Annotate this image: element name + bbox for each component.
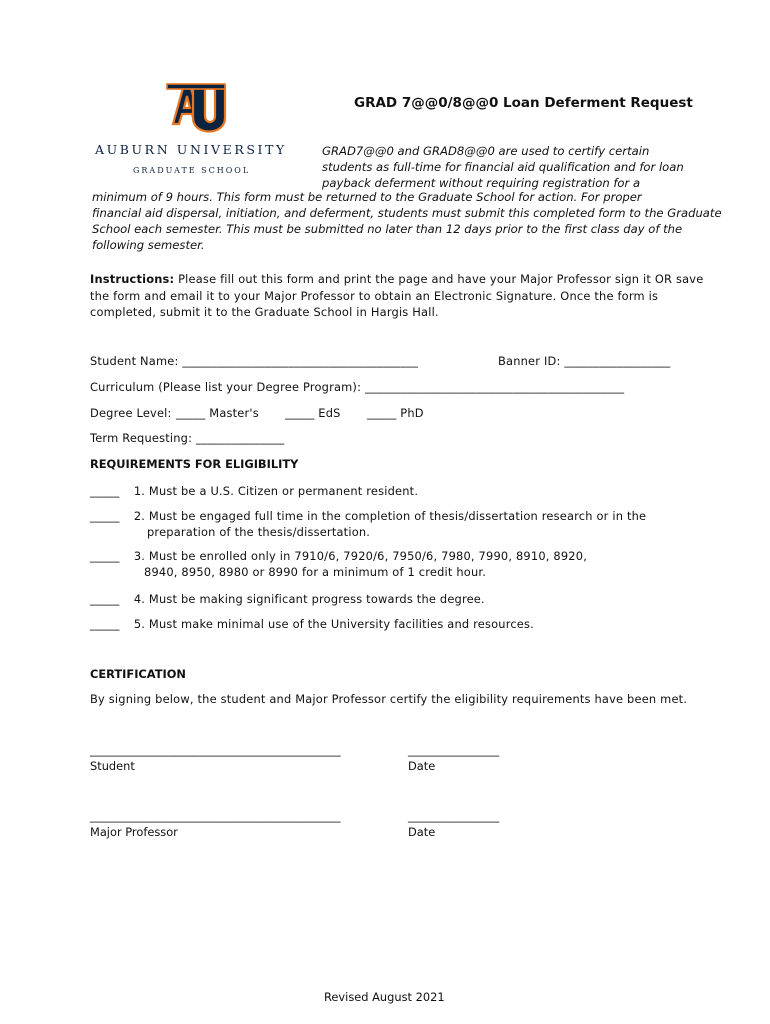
requirement-text: 1. Must be a U.S. Citizen or permanent resident.	[133, 484, 419, 498]
professor-label: Major Professor	[90, 825, 178, 839]
revised-footer: Revised August 2021	[324, 990, 445, 1004]
curriculum-field[interactable]: Curriculum (Please list your Degree Program): ____________________________________________	[90, 380, 625, 394]
phd-option[interactable]: _____ PhD	[367, 406, 424, 420]
intro-line: GRAD7@@0 and GRAD8@@0 are used to certify certain	[322, 144, 650, 158]
intro-line: School each semester. This must be submitted no later than 12 days prior to the first class day of the	[92, 222, 683, 236]
certification-heading: CERTIFICATION	[90, 667, 186, 681]
requirement-checkbox-blank[interactable]: _____	[90, 592, 120, 606]
university-name: AUBURN UNIVERSITY	[95, 142, 287, 157]
student-date-line[interactable]: ________________	[408, 743, 500, 757]
requirement-text: 4. Must be making significant progress towards the degree.	[133, 592, 485, 606]
professor-signature-line[interactable]: ____________________________________________	[90, 809, 341, 823]
instructions-label: Instructions:	[90, 272, 175, 286]
requirement-text-continued: 8940, 8950, 8980 or 8990 for a minimum of 1 credit hour.	[144, 565, 487, 579]
intro-line: payback deferment without requiring registration for a	[322, 176, 641, 190]
intro-line: financial aid dispersal, initiation, and deferment, students must submit this completed form to the Graduate	[92, 206, 722, 220]
masters-option[interactable]: _____ Master's	[176, 406, 259, 420]
requirement-text: 3. Must be enrolled only in 7910/6, 7920/6, 7950/6, 7980, 7990, 8910, 8920,	[133, 549, 588, 563]
requirement-checkbox-blank[interactable]: _____	[90, 617, 120, 631]
document-title: GRAD 7@@0/8@@0 Loan Deferment Request	[354, 95, 693, 111]
requirement-checkbox-blank[interactable]: _____	[90, 484, 120, 498]
intro-line: following semester.	[92, 238, 205, 252]
requirements-heading: REQUIREMENTS FOR ELIGIBILITY	[90, 457, 299, 471]
student-signature-line[interactable]: ____________________________________________	[90, 743, 341, 757]
banner-id-field[interactable]: Banner ID: __________________	[498, 354, 671, 368]
requirement-item	[90, 508, 646, 540]
requirement-checkbox-blank[interactable]: _____	[90, 509, 120, 523]
student-date-label: Date	[408, 759, 436, 773]
requirement-text-continued: preparation of the thesis/dissertation.	[147, 525, 371, 539]
professor-date-label: Date	[408, 825, 436, 839]
requirement-item	[90, 616, 534, 632]
requirement-text: 2. Must be engaged full time in the completion of thesis/dissertation research or in the	[133, 509, 647, 523]
certification-text: By signing below, the student and Major Professor certify the eligibility requirements have been met.	[90, 692, 688, 706]
requirement-item	[90, 548, 587, 580]
requirement-item	[90, 591, 485, 607]
intro-line: students as full-time for financial aid qualification and for loan	[322, 160, 684, 174]
instructions-paragraph	[90, 271, 710, 321]
term-requesting-field[interactable]: Term Requesting: _______________	[90, 431, 285, 445]
auburn-au-logo	[163, 78, 227, 138]
requirement-text: 5. Must make minimal use of the University facilities and resources.	[133, 617, 534, 631]
graduate-school-name: GRADUATE SCHOOL	[133, 166, 251, 175]
eds-option[interactable]: _____ EdS	[285, 406, 341, 420]
intro-paragraph-top	[322, 143, 684, 191]
professor-date-line[interactable]: ________________	[408, 809, 500, 823]
student-name-field[interactable]: Student Name: ________________________________________	[90, 354, 419, 368]
instructions-text: Please fill out this form and print the page and have your Major Professor sign it OR save the form and email it to your Major Professor to obtain an Electronic Signature. Once the form is completed, submit it to the Graduate School in Hargis Hall.	[90, 272, 704, 319]
intro-line: minimum of 9 hours. This form must be returned to the Graduate School for action. For proper	[92, 190, 642, 204]
student-label: Student	[90, 759, 135, 773]
requirement-item	[90, 483, 418, 499]
degree-level-label: Degree Level:	[90, 406, 172, 420]
requirement-checkbox-blank[interactable]: _____	[90, 549, 120, 563]
intro-paragraph-bottom	[92, 189, 722, 253]
